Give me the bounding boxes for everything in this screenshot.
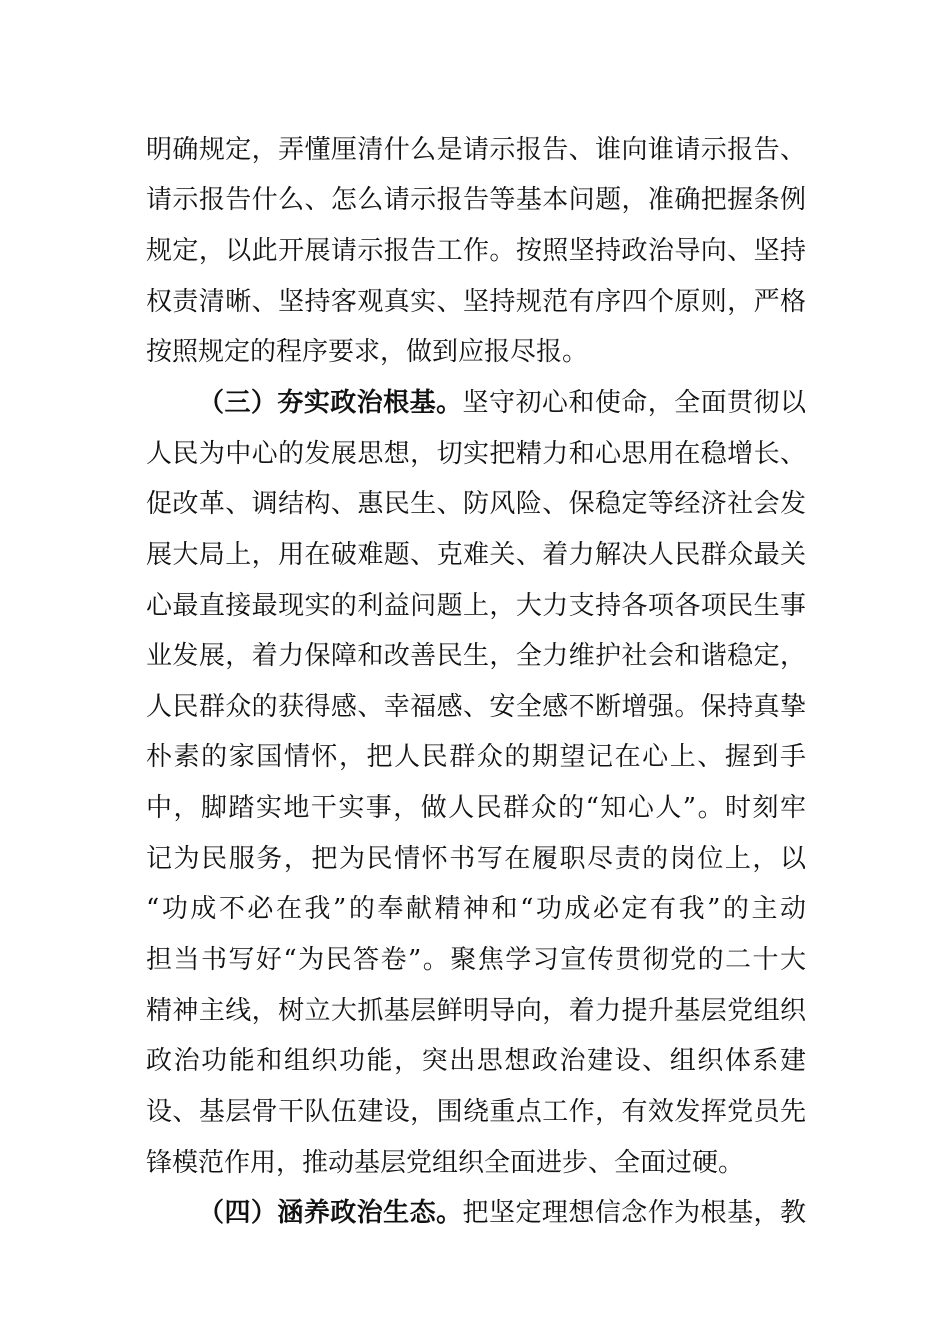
paragraph-line: 展大局上，用在破难题、克难关、着力解决人民群众最关 xyxy=(146,540,806,570)
paragraph-line: 记为民服务，把为民情怀书写在履职尽责的岗位上，以 xyxy=(146,844,806,874)
paragraph-line: 心最直接最现实的利益问题上，大力支持各项各项民生事 xyxy=(146,591,806,621)
paragraph-line: 业发展，着力保障和改善民生，全力维护社会和谐稳定， xyxy=(146,641,806,671)
paragraph-first-line xyxy=(198,1195,806,1231)
paragraph-line: 设、基层骨干队伍建设，围绕重点工作，有效发挥党员先 xyxy=(146,1097,806,1127)
paragraph-line: 按照规定的程序要求，做到应报尽报。 xyxy=(146,337,589,367)
paragraph-line: 明确规定，弄懂厘清什么是请示报告、谁向谁请示报告、 xyxy=(146,135,806,165)
section-heading: （三）夯实政治根基。 xyxy=(198,388,463,418)
paragraph-line: 请示报告什么、怎么请示报告等基本问题，准确把握条例 xyxy=(146,185,806,215)
paragraph-line: 中，脚踏实地干实事，做人民群众的“知心人”。时刻牢 xyxy=(146,793,806,823)
paragraph-line: 权责清晰、坚持客观真实、坚持规范有序四个原则，严格 xyxy=(146,287,806,317)
paragraph-line: 人民为中心的发展思想，切实把精力和心思用在稳增长、 xyxy=(146,439,806,469)
paragraph-line: 精神主线，树立大抓基层鲜明导向，着力提升基层党组织 xyxy=(146,996,806,1026)
paragraph-line: 规定，以此开展请示报告工作。按照坚持政治导向、坚持 xyxy=(146,236,806,266)
paragraph-line: 朴素的家国情怀，把人民群众的期望记在心上、握到手 xyxy=(146,742,806,772)
paragraph-line: 政治功能和组织功能，突出思想政治建设、组织体系建 xyxy=(146,1046,806,1076)
paragraph-line: 促改革、调结构、惠民生、防风险、保稳定等经济社会发 xyxy=(146,489,806,519)
paragraph-text: 把坚定理想信念作为根基，教 xyxy=(462,1198,806,1228)
paragraph-line: 锋模范作用，推动基层党组织全面进步、全面过硬。 xyxy=(146,1148,745,1178)
section-heading: （四）涵养政治生态。 xyxy=(198,1198,463,1228)
paragraph-line: 担当书写好“为民答卷”。聚焦学习宣传贯彻党的二十大 xyxy=(146,945,806,975)
paragraph-line: 人民群众的获得感、幸福感、安全感不断增强。保持真挚 xyxy=(146,692,806,722)
paragraph-line: “功成不必在我”的奉献精神和“功成必定有我”的主动 xyxy=(146,894,806,924)
paragraph-first-line xyxy=(198,385,806,421)
paragraph-text: 坚守初心和使命，全面贯彻以 xyxy=(462,388,806,418)
